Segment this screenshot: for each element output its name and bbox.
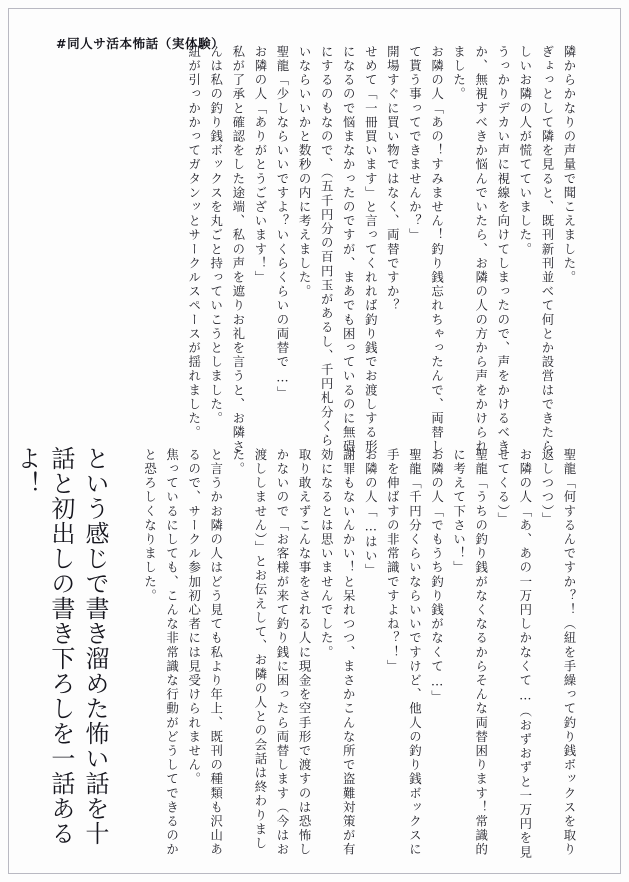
- paragraph: 開場すぐに買い物ではなく、両替ですか？: [385, 45, 401, 313]
- paragraph: 私が了承と確認をした途端、私の声を遮りお礼を言うと、お隣さんは私の釣り銭ボックスを丸ごと持っていこうとしました。: [208, 45, 246, 454]
- dialogue-line: お隣の人「でもうち釣り銭がなくて…」: [429, 448, 445, 705]
- paragraph: 焦っているにしても、こんな非常識な行動がどうしてできるのかと恐ろしくなりました。: [142, 448, 180, 857]
- paragraph: 隣からかなりの声量で聞こえました。: [562, 45, 577, 285]
- narrative-block-lower: [142, 448, 580, 863]
- dialogue-line: お隣の人「…はい」: [363, 448, 379, 578]
- dialogue-line: 聖龍「少しならいいですよ？いくらくらいの両替で…」: [274, 45, 290, 401]
- dialogue-line: お隣の人「あの！すみません！釣り銭忘れちゃったんで、両替して貰う事ってできませんか？」: [407, 45, 445, 454]
- narrative-block-upper: [106, 45, 580, 457]
- paragraph: 取り敢えずこんな事をされる人に現金を空手形で渡すのは恐怖しかないので「お客様が来て釣り銭に困ったら両替します（今はお渡ししません）」とお伝えして、お隣の人との会話は終わりました。: [230, 448, 313, 857]
- dialogue-line: 聖龍「何するんですか？！（紐を手繰って釣り銭ボックスを取り返しつつ）」: [539, 448, 577, 857]
- page-title: #同人サ活本怖話（実体験）: [56, 36, 225, 51]
- paragraph: と言うかお隣の人はどう見ても私より年上、既刊の種類も沢山あるので、サークル参加初心者には見受けられません。: [186, 448, 224, 857]
- closing-note-text: という感じで書き溜めた怖い話を十話と初出しの書き下ろしを一話あるよ！: [12, 446, 109, 846]
- paragraph: せめて「一冊買います」と言ってくれれば釣り銭でお渡しする形になるので悩まなかったのですが、まあでも困っているのに無碍にするのもなので、（五千円分の百円玉があるし、千円札分くらいならいいかと数秒の内に考えました。: [297, 45, 379, 454]
- dialogue-line: お隣の人「ありがとうございます！」: [252, 45, 268, 285]
- paragraph: うっかりデカい声に視線を向けてしまったので、声をかけるべきか、無視すべきか悩んでいたら、お隣の人の方から声をかけられました。: [451, 45, 511, 454]
- paragraph: 紐が引っかかってガタンッとサークルスペースが揺れました。: [186, 45, 202, 440]
- dialogue-line: お隣の人「あ、あの一万円しかなくて…（おずおずと一万円を見せてくる）」: [495, 448, 533, 860]
- closing-handwritten-note: [12, 446, 112, 864]
- paragraph: 謝罪もないんかい！と呆れつつ、まさかこんな所で盗難対策が有効になるとは思いませんでした。: [319, 448, 357, 857]
- dialogue-line: 聖龍「千円分くらいならいいですけど、他人の釣り銭ボックスに手を伸ばすの非常識ですよね？！」: [385, 448, 423, 857]
- dialogue-line: 聖龍「うちの釣り銭がなくなるからそんな両替困ります！常識的に考えて下さい！」: [451, 448, 489, 857]
- paragraph: ぎょっとして隣を見ると、既刊新刊並べて何とか設営はできたらしいお隣の人が慌てていました。: [517, 45, 555, 454]
